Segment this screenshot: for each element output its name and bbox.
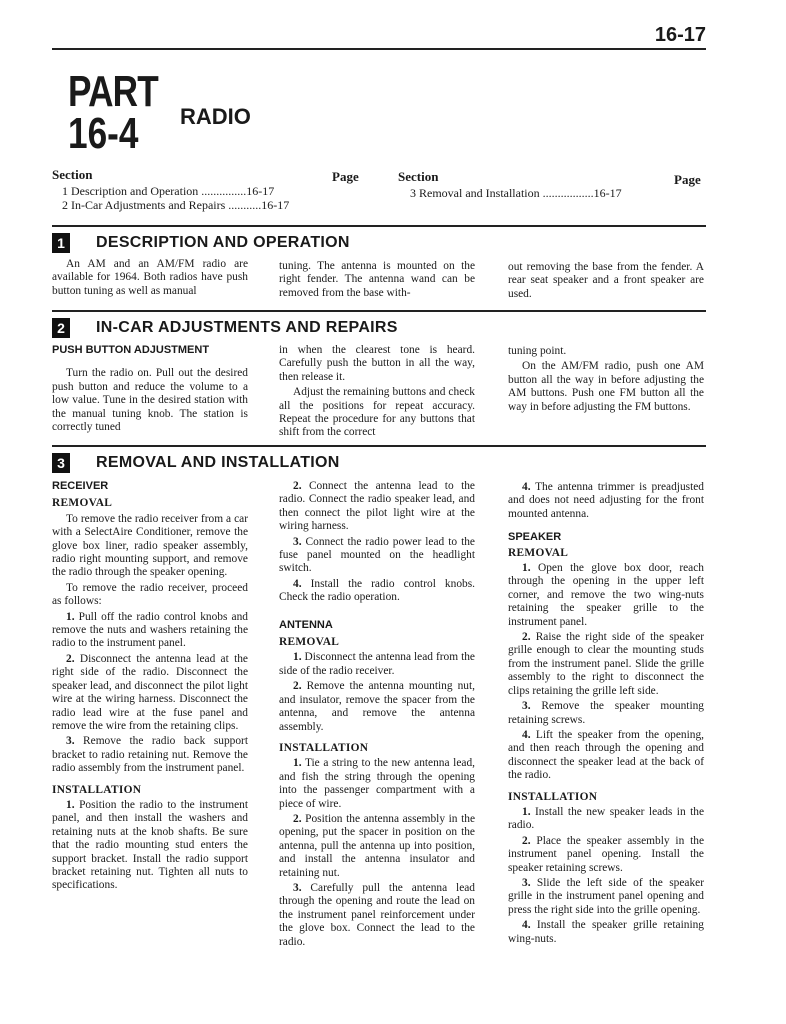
step xyxy=(508,729,704,783)
step xyxy=(279,651,475,678)
step xyxy=(508,919,704,946)
step-number: 2. xyxy=(293,480,302,492)
step xyxy=(52,653,248,733)
section-3-col-2 xyxy=(279,480,475,951)
step xyxy=(279,536,475,576)
subheading-installation: INSTALLATION xyxy=(279,741,369,754)
step-text: Lift the speaker from the opening, and then reach through the opening and disconnect the speaker lead at the back of the radio. xyxy=(508,728,704,782)
section-title: IN-CAR ADJUSTMENTS AND REPAIRS xyxy=(96,319,398,336)
toc-left-section-header: Section xyxy=(52,167,93,182)
step xyxy=(52,799,248,893)
paragraph: tuning point. xyxy=(508,345,567,357)
step-text: Connect the radio power lead to the fuse panel mounted on the headlight switch. xyxy=(279,535,475,575)
step xyxy=(508,806,704,833)
section-title: REMOVAL AND INSTALLATION xyxy=(96,454,340,471)
step-number: 1. xyxy=(66,610,75,623)
subheading-installation: INSTALLATION xyxy=(508,790,598,803)
step xyxy=(508,481,704,521)
step-number: 2. xyxy=(293,680,302,693)
toc-right-page-header: Page xyxy=(674,172,701,187)
step xyxy=(508,700,704,727)
toc-left-page-header: Page xyxy=(332,169,359,184)
step-number: 4. xyxy=(522,919,531,932)
step-number: 1. xyxy=(66,798,75,811)
step-text: Install the speaker grille retaining wing-nuts. xyxy=(508,919,704,945)
step xyxy=(508,631,704,698)
step-number: 2. xyxy=(293,812,302,825)
step-text: The antenna trimmer is preadjusted and does not need adjusting for the front mounted antenna. xyxy=(508,481,704,520)
step-number: 3. xyxy=(293,535,302,548)
paragraph: On the AM/FM radio, push one AM button all the way in before adjusting the AM buttons. Push one FM button all the way in before adjusting the FM buttons. xyxy=(508,360,704,413)
step-number: 3. xyxy=(522,876,531,889)
step xyxy=(279,882,475,949)
step-number: 3. xyxy=(522,700,531,713)
step xyxy=(279,757,475,811)
step-text: Install the radio control knobs. Check the radio operation. xyxy=(279,577,475,604)
paragraph: To remove the radio receiver from a car with a SelectAire Conditioner, remove the glove box liner, radio speaker assembly, radio right mounting support, and remove the radio through the speaker opening. xyxy=(52,512,248,579)
toc-entry: 3 Removal and Installation .................16-17 xyxy=(410,186,622,200)
paragraph: in when the clearest tone is heard. Carefully push the button in all the way, then release it. xyxy=(279,344,475,383)
step xyxy=(279,813,475,880)
section-1-col-1 xyxy=(52,258,248,300)
step-number: 1. xyxy=(522,805,531,818)
top-rule xyxy=(52,48,706,50)
step xyxy=(52,735,248,775)
step-text: Remove the radio back support bracket to radio retaining nut. Remove the radio assembly from the instrument panel. xyxy=(52,735,248,775)
step-text: Place the speaker assembly in the instrument panel opening. Install the speaker retaining screws. xyxy=(508,834,704,874)
step-text: Slide the left side of the speaker grille in the instrument panel opening and press the right side into the grille opening. xyxy=(508,876,704,916)
step-text: Position the radio to the instrument panel, and then install the washers and retaining nuts at the knob shafts. Be sure that the radio mounting stud enters the support bracket. Install the radio support bracket retaining nut. Tighten all nuts to specifications. xyxy=(52,798,248,892)
paragraph: An AM and an AM/FM radio are available for 1964. Both radios have push button tuning as well as manual xyxy=(52,258,248,297)
part-title: RADIO xyxy=(180,104,251,129)
step-text: Position the antenna assembly in the opening, put the spacer in position on the antenna, pull the antenna up into position, and install the antenna insulator and retaining nut. xyxy=(279,812,475,879)
part-number: 16-4 xyxy=(68,109,139,158)
section-number-box: 2 xyxy=(52,318,70,338)
part-label: PART xyxy=(68,67,159,116)
step xyxy=(52,611,248,651)
step-number: 1. xyxy=(293,651,302,664)
step-text: Install the new speaker leads in the radio. xyxy=(508,805,704,832)
toc-entry: 1 Description and Operation ...............16-17 xyxy=(62,184,275,198)
step-number: 3. xyxy=(293,881,302,894)
step-number: 4. xyxy=(293,577,302,590)
step-number: 1. xyxy=(293,757,302,770)
subheading-removal: REMOVAL xyxy=(279,636,340,649)
step-text: Remove the antenna mounting nut, and insulator, remove the spacer from the antenna, and remove the antenna assembly. xyxy=(279,680,475,733)
step-text: Pull off the radio control knobs and remove the nuts and washers retaining the radio to the instrument panel. xyxy=(52,610,248,650)
subheading-installation: INSTALLATION xyxy=(52,783,142,796)
paragraph: tuning. The antenna is mounted on the right fender. The antenna wand can be removed from the base with- xyxy=(279,260,475,299)
step xyxy=(508,835,704,875)
step-text: Disconnect the antenna lead from the side of the radio receiver. xyxy=(279,651,475,677)
subheading-removal: REMOVAL xyxy=(508,546,569,559)
step-text: Remove the speaker mounting retaining screws. xyxy=(508,700,704,726)
subheading-receiver: RECEIVER xyxy=(52,480,109,492)
step-text: Raise the right side of the speaker grille enough to clear the mounting studs from the instrument panel. Slide the grille assembly to the right to disconnect the clips retaining the grille left side. xyxy=(508,631,704,697)
section-3-col-3 xyxy=(508,481,704,948)
section-2-col-3 xyxy=(508,345,704,416)
step-number: 4. xyxy=(522,481,531,493)
step-number: 3. xyxy=(66,735,75,748)
section-title: DESCRIPTION AND OPERATION xyxy=(96,234,350,251)
section-2-rule xyxy=(52,445,706,447)
step-number: 1. xyxy=(522,562,531,575)
step-text: Connect the antenna lead to the radio. Connect the radio speaker lead, and then connect the pilot light wire at the wiring harness. xyxy=(279,480,475,533)
step xyxy=(508,877,704,917)
paragraph: out removing the base from the fender. A rear seat speaker and a front speaker are used. xyxy=(508,261,704,300)
subheading-removal: REMOVAL xyxy=(52,497,113,510)
step xyxy=(508,562,704,629)
subheading-speaker: SPEAKER xyxy=(508,531,562,544)
section-3-col-1 xyxy=(52,480,248,895)
section-1-col-2 xyxy=(279,260,475,302)
page-number: 16-17 xyxy=(654,24,706,46)
step-number: 4. xyxy=(522,728,531,741)
subheading-antenna: ANTENNA xyxy=(279,618,333,631)
step xyxy=(279,680,475,734)
step-text: Open the glove box door, reach through the opening in the upper left corner, and remove the two wing-nuts retaining the speaker grille to the instrument panel. xyxy=(508,562,704,628)
toc-right-section-header: Section xyxy=(398,169,439,184)
step-number: 2. xyxy=(66,652,75,665)
section-3-heading xyxy=(52,453,340,473)
section-1-rule xyxy=(52,310,706,312)
toc-entry: 2 In-Car Adjustments and Repairs ...........16-17 xyxy=(62,198,290,212)
step-number: 2. xyxy=(522,834,531,847)
step-number: 2. xyxy=(522,631,531,644)
step-text: Carefully pull the antenna lead through the opening and route the lead on the instrument panel reinforcement under the glove box. Connect the lead to the radio. xyxy=(279,881,475,948)
section-2-col-2 xyxy=(279,344,475,442)
paragraph: Turn the radio on. Pull out the desired push button and reduce the volume to a low value. Tune in the desired station with the manual tuning knob. The station is correctly tuned xyxy=(52,367,248,434)
paragraph: To remove the radio receiver, proceed as follows: xyxy=(52,581,248,608)
subheading: PUSH BUTTON ADJUSTMENT xyxy=(52,344,210,356)
step xyxy=(279,578,475,605)
toc-rule xyxy=(52,225,706,227)
section-2-col-1 xyxy=(52,344,248,436)
step-text: Tie a string to the new antenna lead, and fish the string through the opening into the passenger compartment with a piece of wire. xyxy=(279,757,475,810)
step-text: Disconnect the antenna lead at the right side of the radio. Disconnect the speaker lead, and disconnect the pilot light wire at the wiring harness. Disconnect the radio lead wire at the fuse panel and remove the wire from the retaining clips. xyxy=(52,652,248,732)
step xyxy=(279,480,475,534)
section-1-heading xyxy=(52,233,350,253)
section-number-box: 3 xyxy=(52,453,70,473)
section-1-col-3 xyxy=(508,261,704,303)
section-2-heading xyxy=(52,318,398,338)
paragraph: Adjust the remaining buttons and check all the positions for repeat accuracy. Repeat the procedure for any buttons that shift from the correct xyxy=(279,386,475,439)
section-number-box: 1 xyxy=(52,233,70,253)
